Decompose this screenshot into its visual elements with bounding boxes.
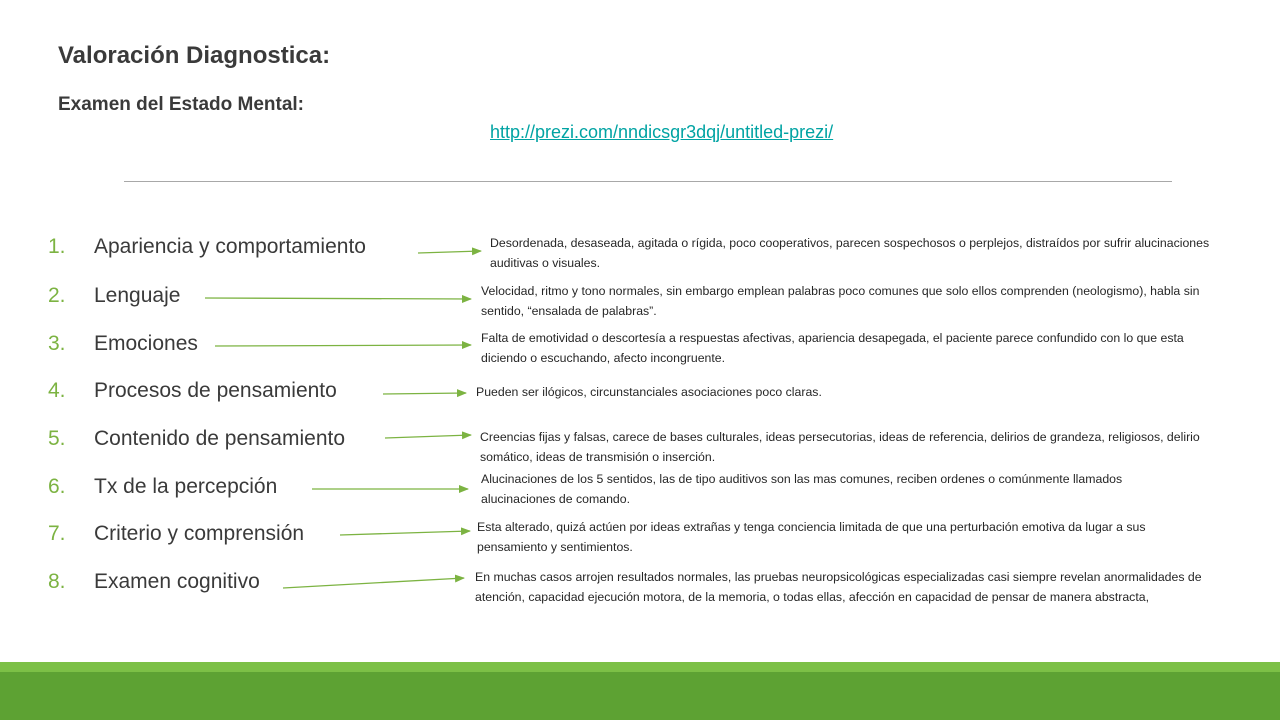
arrow-7 <box>340 531 470 535</box>
item-label: Contenido de pensamiento <box>94 427 346 450</box>
desc-emociones: Falta de emotividad o descortesía a respuestas afectivas, apariencia desapegada, el paciente parece confundido con lo que esta diciendo o escuchando, afecto incongruente. <box>481 331 1184 365</box>
item-label: Apariencia y comportamiento <box>94 235 366 258</box>
arrow-1 <box>418 251 481 253</box>
arrow-4 <box>383 393 466 394</box>
slide-subtitle: Examen del Estado Mental: <box>58 94 305 115</box>
arrow-3 <box>215 345 471 346</box>
desc-lenguaje: Velocidad, ritmo y tono normales, sin embargo emplean palabras poco comunes que solo ellos comprenden (neologismo), habla sin sentido, “ensalada de palabras”. <box>481 284 1200 318</box>
item-number: 5. <box>48 427 66 450</box>
desc-examen: En muchas casos arrojen resultados normales, las pruebas neuropsicológicas especializadas casi siempre revelan anormalidades de atención, capacidad ejecución motora, de la memoria, o todas ellas, afección en capacidad de pensar de manera abstracta, <box>475 570 1202 604</box>
item-number: 7. <box>48 522 66 545</box>
arrow-5 <box>385 435 471 438</box>
slide-title: Valoración Diagnostica: <box>58 42 331 69</box>
desc-contenido: Creencias fijas y falsas, carece de bases culturales, ideas persecutorias, ideas de referencia, delirios de grandeza, religiosos, delirio somático, ideas de transmisión o inserción. <box>480 430 1200 464</box>
item-number: 1. <box>48 235 66 258</box>
arrow-8 <box>283 578 464 588</box>
item-label: Procesos de pensamiento <box>94 379 337 402</box>
desc-criterio: Esta alterado, quizá actúen por ideas extrañas y tenga conciencia limitada de que una perturbación emotiva da lugar a sus pensamiento y sentimientos. <box>477 520 1146 554</box>
item-label: Emociones <box>94 332 198 355</box>
item-number: 6. <box>48 475 66 498</box>
desc-apariencia: Desordenada, desaseada, agitada o rígida, poco cooperativos, parecen sospechosos o perplejos, distraídos por sufrir alucinaciones auditivas o visuales. <box>490 236 1210 270</box>
footer-band <box>0 662 1280 720</box>
item-number: 8. <box>48 570 66 593</box>
prezi-link[interactable]: http://prezi.com/nndicsgr3dqj/untitled-prezi/ <box>490 122 834 142</box>
item-label: Tx de la percepción <box>94 475 278 498</box>
item-number: 3. <box>48 332 66 355</box>
arrow-2 <box>205 298 471 299</box>
item-number: 2. <box>48 284 66 307</box>
item-label: Examen cognitivo <box>94 570 260 593</box>
desc-percepcion: Alucinaciones de los 5 sentidos, las de tipo auditivos son las mas comunes, reciben ordenes o comúnmente llamados alucinaciones de comando. <box>481 472 1123 506</box>
item-number: 4. <box>48 379 66 402</box>
item-label: Lenguaje <box>94 284 181 307</box>
item-label: Criterio y comprensión <box>94 522 305 545</box>
desc-procesos: Pueden ser ilógicos, circunstanciales asociaciones poco claras. <box>476 385 822 399</box>
footer-band-highlight <box>0 662 1280 672</box>
